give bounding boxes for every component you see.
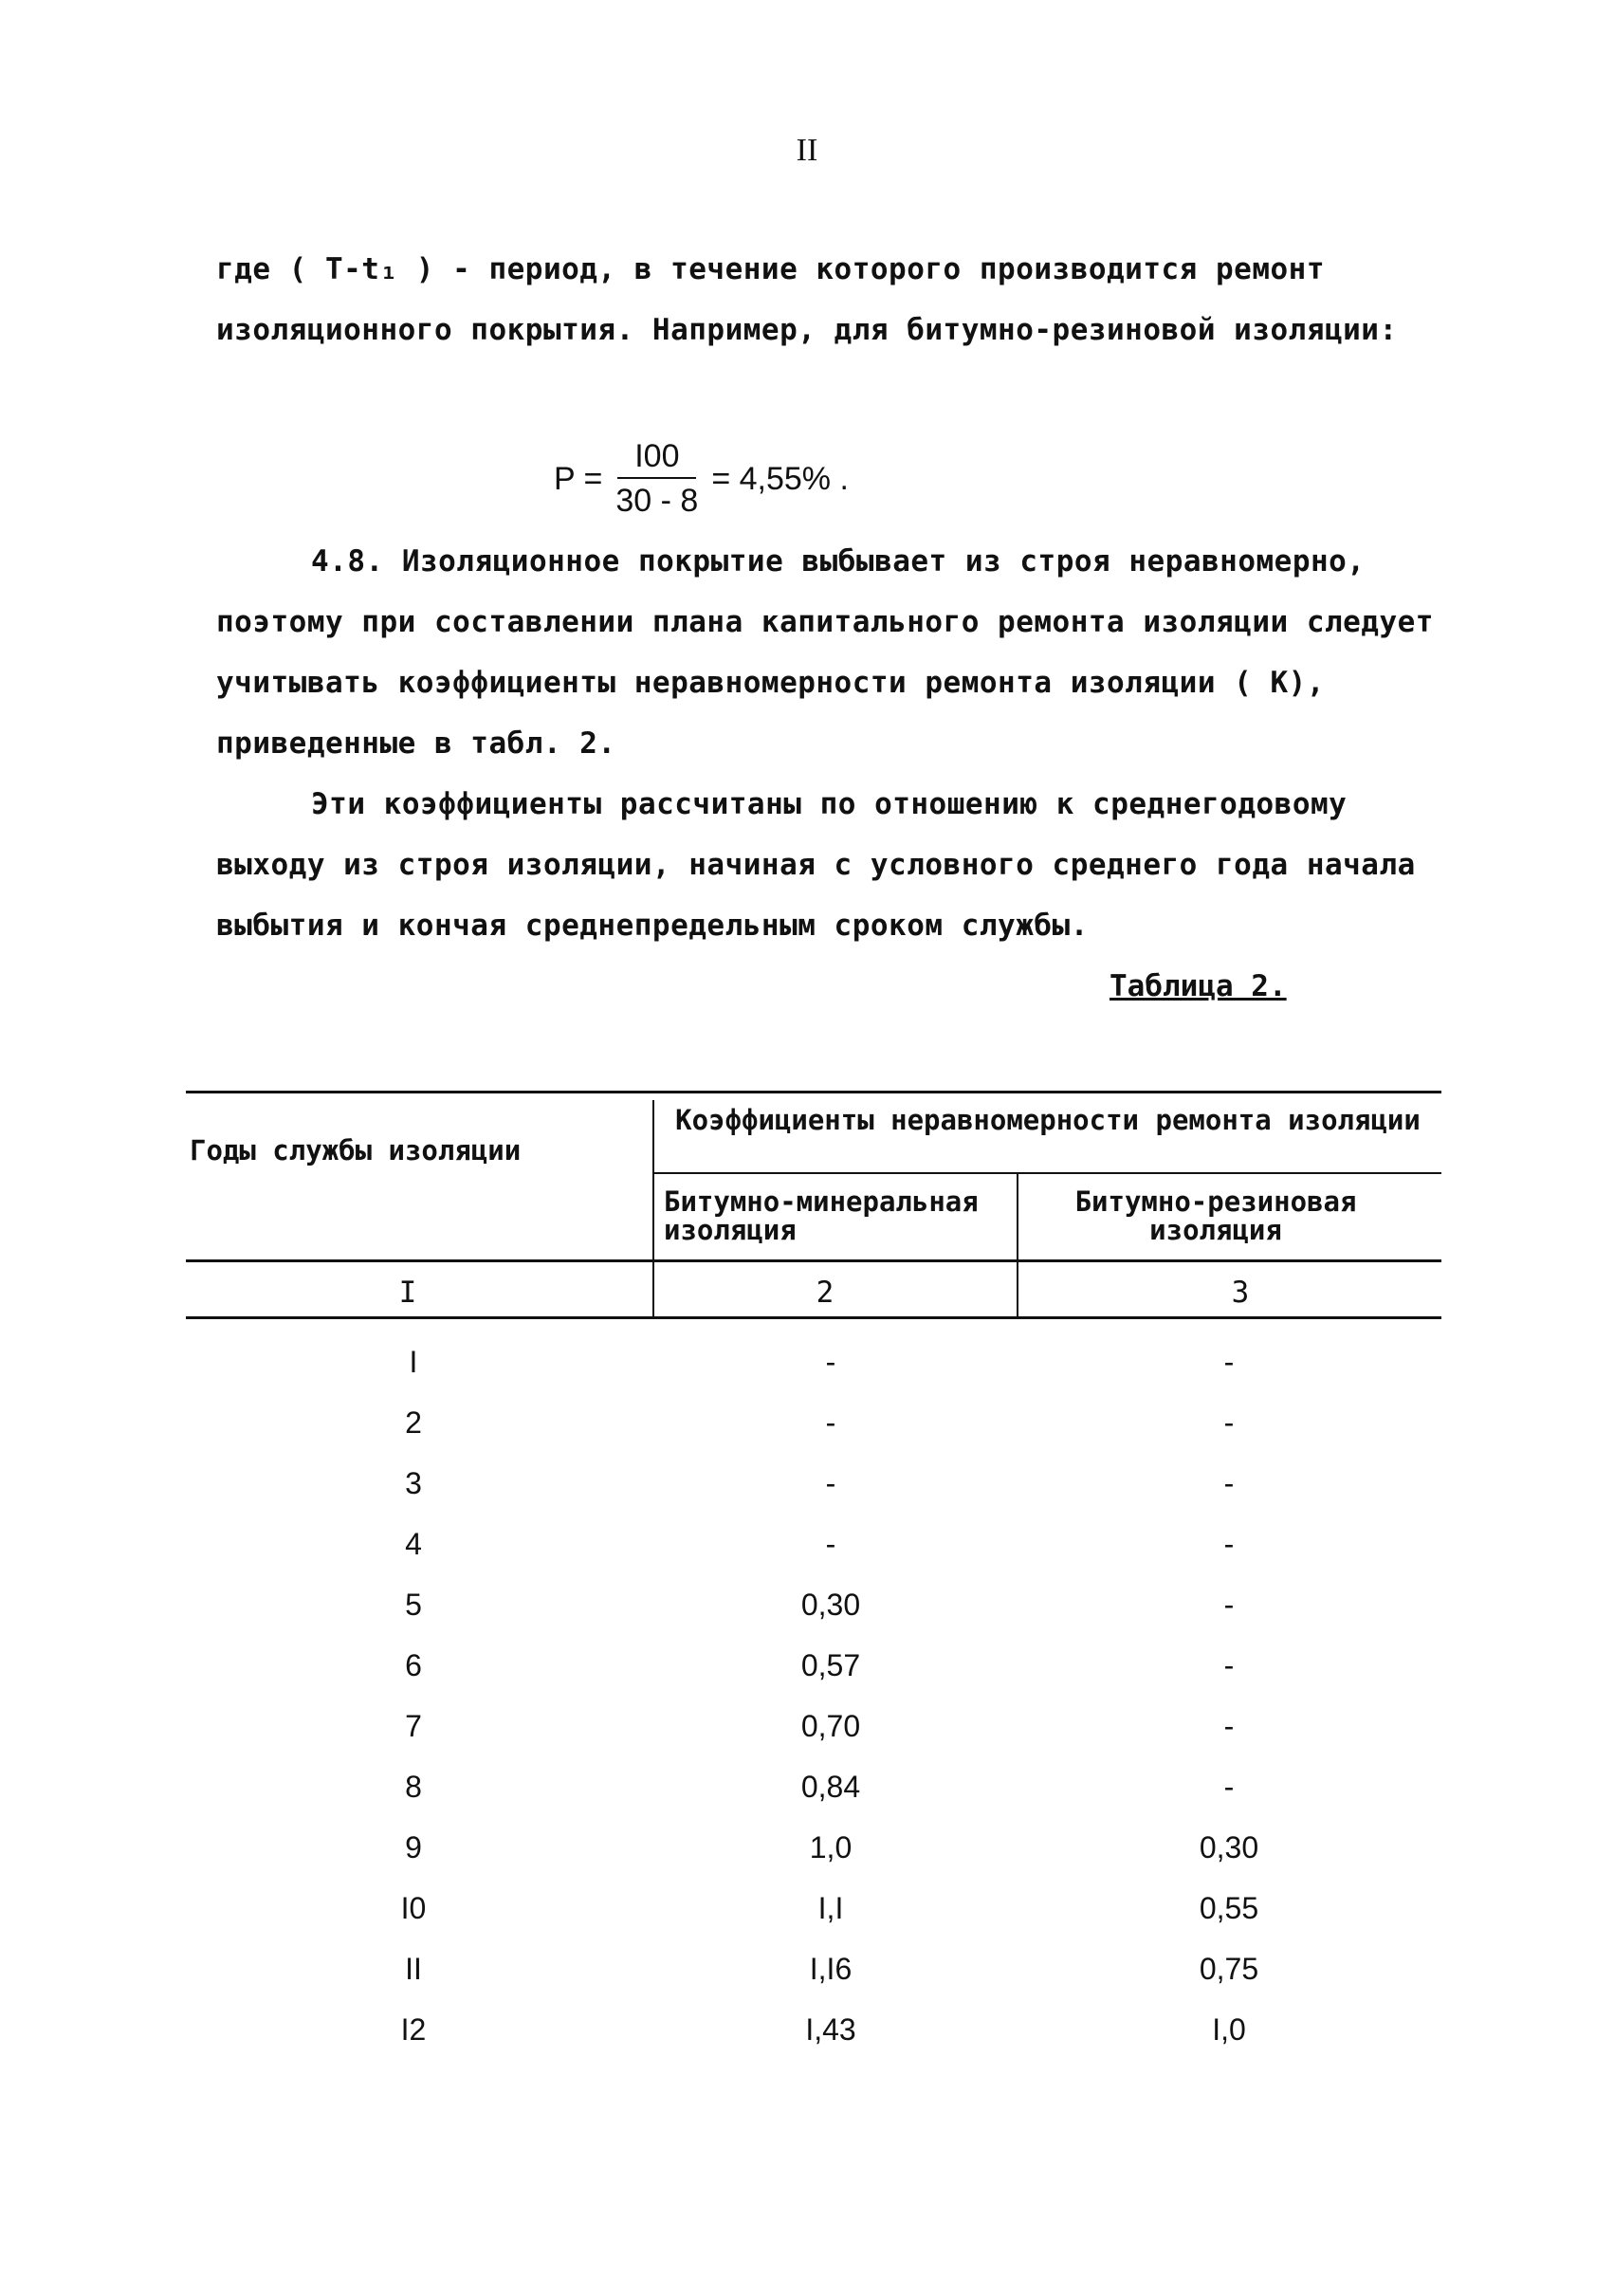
cell-year: 7 xyxy=(405,1709,422,1743)
cell-year: 9 xyxy=(405,1830,422,1864)
column-number-1: I xyxy=(398,1276,417,1310)
cell-year: I2 xyxy=(400,2012,427,2047)
cell-bitumen-mineral: I,I xyxy=(817,1891,844,1925)
cell-bitumen-mineral: 0,84 xyxy=(800,1770,861,1804)
cell-bitumen-rubber: - xyxy=(1223,1527,1235,1561)
table-row xyxy=(186,1405,1441,1466)
cell-bitumen-rubber: 0,75 xyxy=(1199,1952,1259,1986)
header-years: Годы службы изоляции xyxy=(190,1134,522,1166)
table-caption: Таблица 2. xyxy=(1110,969,1287,1003)
table-row xyxy=(186,1891,1441,1952)
cell-bitumen-mineral: - xyxy=(825,1527,836,1561)
cell-bitumen-rubber: 0,55 xyxy=(1199,1891,1259,1925)
cell-bitumen-rubber: - xyxy=(1223,1345,1235,1379)
cell-year: II xyxy=(405,1952,422,1986)
cell-bitumen-rubber: 0,30 xyxy=(1199,1830,1259,1864)
table-colnum-rule xyxy=(186,1316,1441,1319)
table-header-rule xyxy=(186,1259,1441,1262)
cell-year: 3 xyxy=(405,1466,422,1500)
table-row xyxy=(186,1466,1441,1527)
table-row xyxy=(186,1648,1441,1709)
cell-year: 4 xyxy=(405,1527,422,1561)
table-row xyxy=(186,1588,1441,1648)
table-row xyxy=(186,1345,1441,1405)
cell-bitumen-rubber: - xyxy=(1223,1648,1235,1682)
formula-numerator: I00 xyxy=(617,438,696,479)
cell-bitumen-mineral: I,43 xyxy=(805,2012,856,2047)
paragraph-4-8: 4.8. Изоляционное покрытие выбывает из строя неравномерно, поэтому при составлении плана капитального ремонта изоляции следует учитывать коэффициенты неравномерности ремонта изоляции ( K), приведенные в табл. 2. xyxy=(216,544,1434,761)
formula-rhs: = 4,55% . xyxy=(711,460,849,497)
cell-bitumen-mineral: - xyxy=(825,1405,836,1440)
cell-bitumen-mineral: - xyxy=(825,1466,836,1500)
cell-year: 2 xyxy=(405,1405,422,1440)
table-top-rule xyxy=(186,1091,1441,1093)
table-row xyxy=(186,1527,1441,1588)
cell-bitumen-mineral: 0,30 xyxy=(800,1588,861,1622)
cell-bitumen-rubber: - xyxy=(1223,1466,1235,1500)
column-number-3: 3 xyxy=(1231,1276,1250,1310)
cell-bitumen-mineral: I,I6 xyxy=(809,1952,853,1986)
formula-denominator: 30 - 8 xyxy=(615,483,699,519)
cell-year: 6 xyxy=(405,1648,422,1682)
page-number: II xyxy=(796,133,818,168)
table-divider-1 xyxy=(652,1100,654,1316)
cell-bitumen-rubber: - xyxy=(1223,1405,1235,1440)
cell-bitumen-rubber: - xyxy=(1223,1588,1235,1622)
table-row xyxy=(186,1709,1441,1770)
paragraph-period-definition: где ( T-t₁ ) - период, в течение которого производится ремонт изоляционного покрытия. Например, для битумно-резиновой изоляции: xyxy=(216,252,1398,347)
column-number-2: 2 xyxy=(816,1276,835,1310)
cell-year: 8 xyxy=(405,1770,422,1804)
cell-bitumen-mineral: 0,70 xyxy=(800,1709,861,1743)
table-row xyxy=(186,1770,1441,1830)
cell-year: I xyxy=(409,1345,418,1379)
table-row xyxy=(186,2012,1441,2073)
cell-bitumen-mineral: - xyxy=(825,1345,836,1379)
formula-fraction xyxy=(615,438,698,520)
formula xyxy=(554,432,849,526)
table-row xyxy=(186,1830,1441,1891)
header-bitumen-rubber: Битумно-резиновая изоляция xyxy=(1074,1185,1357,1246)
header-coefficients-group: Коэффициенты неравномерности ремонта изоляции xyxy=(675,1104,1421,1136)
cell-bitumen-rubber: - xyxy=(1223,1709,1235,1743)
cell-bitumen-rubber: I,0 xyxy=(1212,2012,1246,2047)
table-divider-2 xyxy=(1017,1174,1018,1316)
cell-bitumen-rubber: - xyxy=(1223,1770,1235,1804)
formula-lhs: P = xyxy=(554,460,603,497)
cell-year: 5 xyxy=(405,1588,422,1622)
cell-year: I0 xyxy=(400,1891,427,1925)
header-bitumen-mineral: Битумно-минеральная изоляция xyxy=(664,1185,979,1246)
cell-bitumen-mineral: 0,57 xyxy=(800,1648,861,1682)
paragraph-coefficients: Эти коэффициенты рассчитаны по отношению к среднегодовому выходу из строя изоляции, начиная с условного среднего года начала выбытия и кончая среднепредельным сроком службы. xyxy=(216,787,1416,943)
cell-bitumen-mineral: 1,0 xyxy=(809,1830,853,1864)
table-row xyxy=(186,1952,1441,2012)
table-group-rule xyxy=(654,1172,1441,1174)
